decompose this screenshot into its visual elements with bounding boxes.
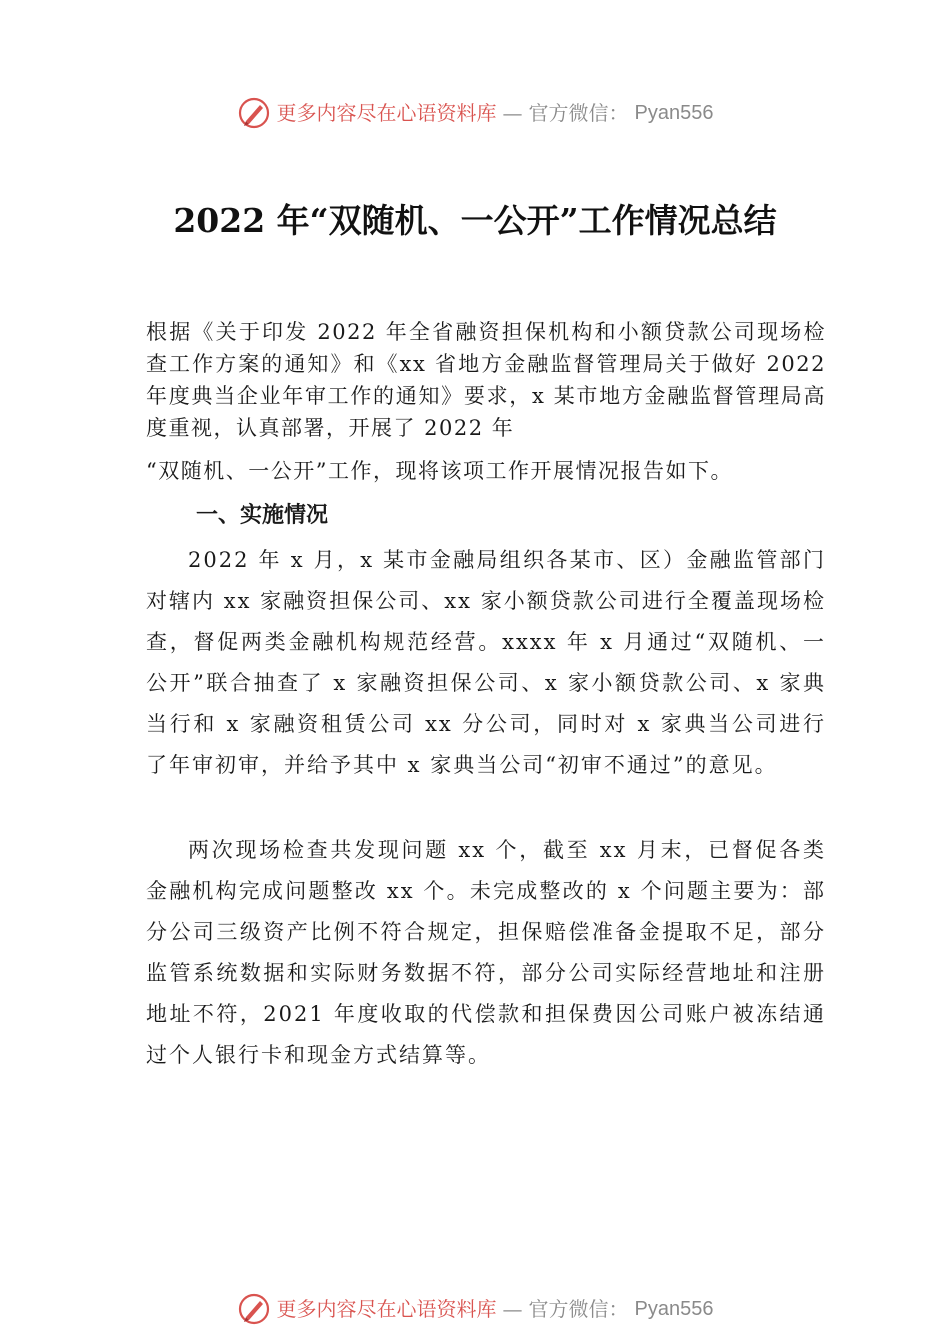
watermark-library-text: 更多内容尽在心语资料库 bbox=[276, 101, 497, 125]
body-paragraph-1: 2022 年 x 月，x 某市金融局组织各某市、区）金融监管部门对辖内 xx 家融资担保公司、xx 家小额贷款公司进行全覆盖现场检查，督促两类金融机构规范经营。xxxx 年 x 月通过“双随机、一公开”联合抽查了 x 家融资担保公司、x 家小额贷款公司、x 家典当行和 x 家融资租赁公司 xx 分公司，同时对 x 家典当公司进行了年审初审，并给予其中 x 家典当公司“初审不通过”的意见。 bbox=[146, 548, 826, 777]
pen-logo-icon bbox=[237, 96, 271, 130]
watermark-wechat-id: Pyan556 bbox=[634, 102, 714, 124]
watermark-official-label: 官方微信： bbox=[528, 1297, 629, 1321]
intro-paragraph: 根据《关于印发 2022 年全省融资担保机构和小额贷款公司现场检查工作方案的通知》和《xx 省地方金融监督管理局关于做好 2022 年度典当企业年审工作的通知》要求，x 某市地方金融监督管理局高度重视，认真部署，开展了 2022 年 bbox=[146, 320, 826, 440]
watermark-library-text: 更多内容尽在心语资料库 bbox=[276, 1297, 497, 1321]
header-watermark bbox=[0, 96, 950, 130]
document-title: 2022 年“双随机、一公开”工作情况总结 bbox=[173, 201, 777, 240]
body-paragraph-2: 两次现场检查共发现问题 xx 个，截至 xx 月末，已督促各类金融机构完成问题整改 xx 个。未完成整改的 x 个问题主要为：部分公司三级资产比例不符合规定，担保赔偿准备金提取不足，部分监管系统数据和实际财务数据不符，部分公司实际经营地址和注册地址不符，2021 年度收取的代偿款和担保费因公司账户被冻结通过个人银行卡和现金方式结算等。 bbox=[146, 838, 826, 1067]
watermark-separator: — bbox=[502, 101, 523, 125]
watermark-official-label: 官方微信： bbox=[528, 101, 629, 125]
footer-watermark bbox=[0, 1292, 950, 1326]
watermark-separator: — bbox=[502, 1297, 523, 1321]
section-heading: 一、实施情况 bbox=[196, 503, 329, 528]
watermark-wechat-id: Pyan556 bbox=[634, 1298, 714, 1320]
pen-logo-icon bbox=[237, 1292, 271, 1326]
intro-paragraph-tail: “双随机、一公开”工作，现将该项工作开展情况报告如下。 bbox=[146, 459, 733, 483]
